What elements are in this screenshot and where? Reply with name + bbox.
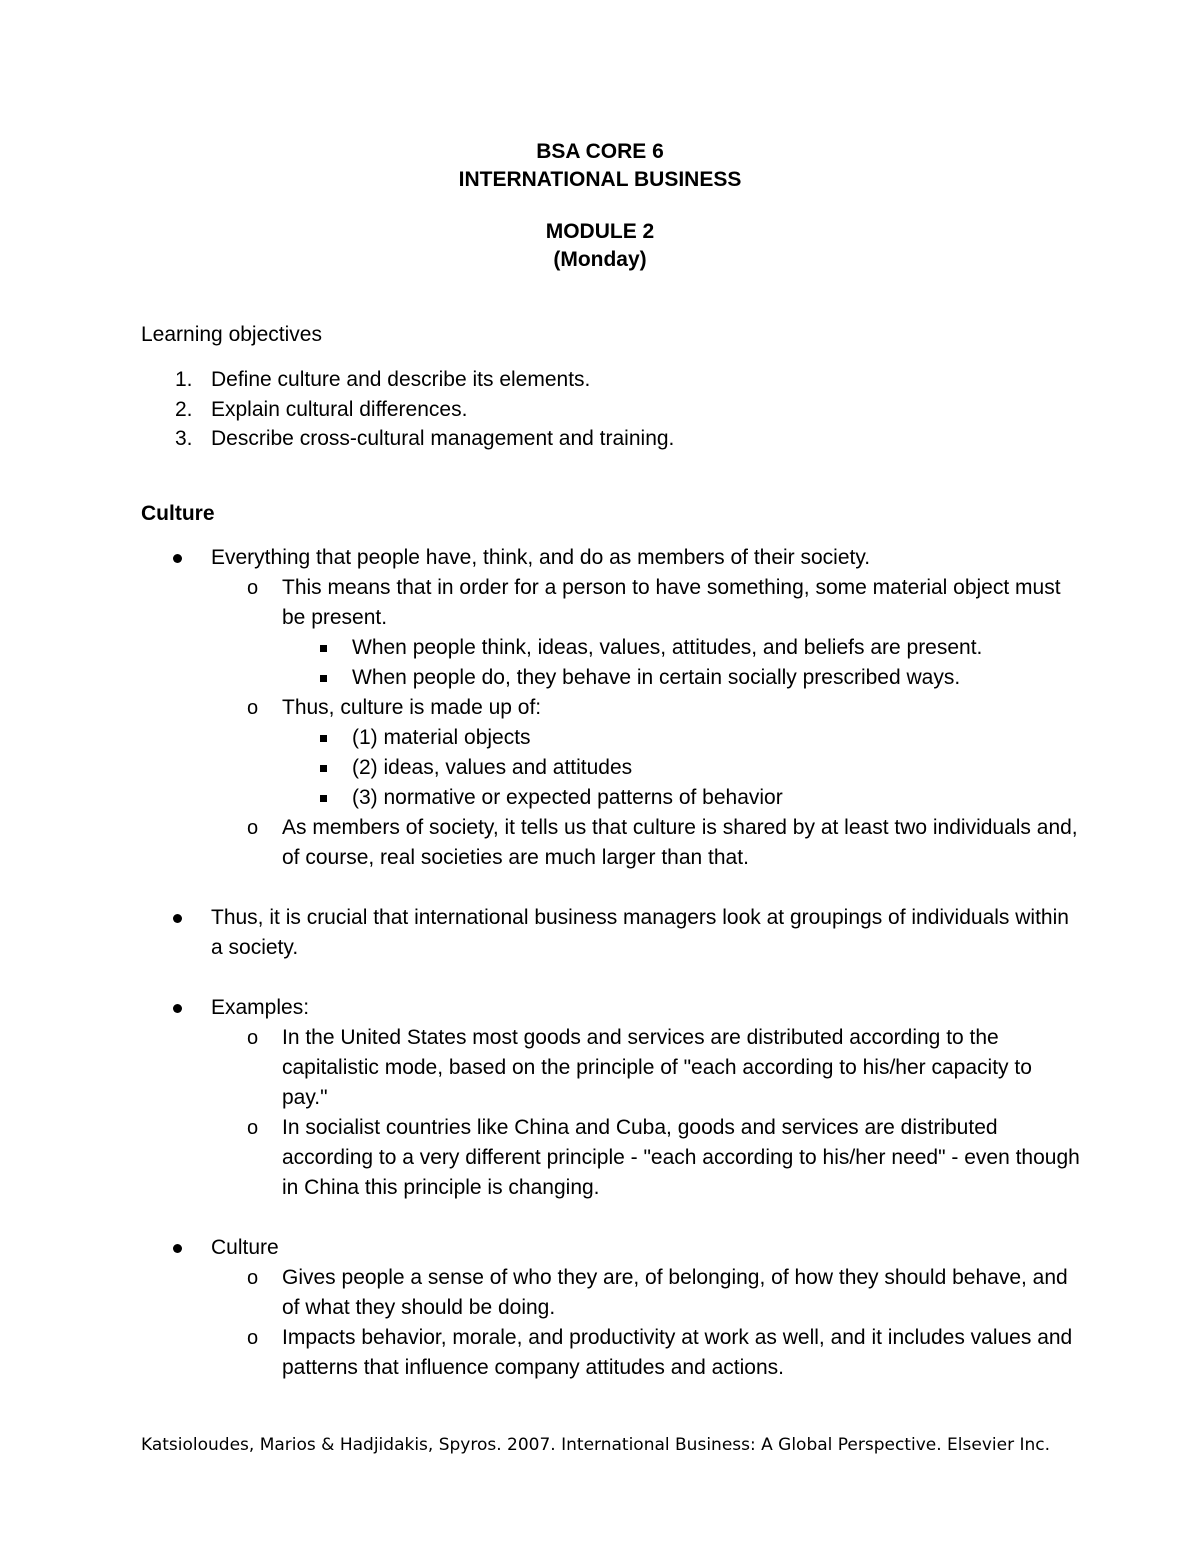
- list-item: [282, 723, 1081, 753]
- bullet-text: Examples:: [211, 995, 310, 1019]
- circle-bullet-icon: o: [247, 696, 259, 719]
- bullet-text: Gives people a sense of who they are, of belonging, of how they should behave, and of what they should be doing.: [282, 1265, 1068, 1319]
- list-item: [211, 1263, 1081, 1323]
- sub-bullet-list: [211, 1263, 1081, 1383]
- square-bullet-icon: [320, 675, 327, 682]
- list-item: [211, 1023, 1081, 1113]
- bullet-text: In socialist countries like China and Cuba, goods and services are distributed according to a very different principle - "each according to his/her need" - even though in China this principle is changing.: [282, 1115, 1080, 1199]
- objective-text: Define culture and describe its elements.: [211, 368, 591, 391]
- course-title: INTERNATIONAL BUSINESS: [458, 168, 742, 191]
- circle-bullet-icon: o: [247, 1326, 259, 1349]
- square-bullet-icon: [320, 735, 327, 742]
- list-item: [211, 1113, 1081, 1203]
- circle-bullet-icon: o: [247, 816, 259, 839]
- objective-text: Explain cultural differences.: [211, 397, 468, 421]
- bullet-text: This means that in order for a person to have something, some material object must be present.: [282, 575, 1061, 629]
- circle-bullet-icon: o: [247, 576, 259, 599]
- list-item: [282, 663, 1081, 693]
- objective-item: [141, 424, 1081, 454]
- circle-bullet-icon: o: [247, 1266, 259, 1289]
- square-bullet-icon: [320, 645, 327, 652]
- document-body: [141, 320, 1081, 1383]
- bullet-text: (1) material objects: [352, 725, 531, 749]
- list-item: [141, 993, 1081, 1203]
- objective-item: [141, 395, 1081, 425]
- objective-item: [141, 365, 1081, 395]
- square-bullet-icon: [320, 795, 327, 802]
- sub-sub-bullet-list: [282, 633, 1081, 693]
- bullet-text: (3) normative or expected patterns of behavior: [352, 785, 783, 809]
- bullet-text: As members of society, it tells us that culture is shared by at least two individuals and, of course, real societies are much larger than that.: [282, 815, 1078, 869]
- document-header: [0, 138, 1200, 274]
- list-item: [211, 1323, 1081, 1383]
- disc-bullet-icon: [173, 554, 182, 563]
- objective-number: 1.: [175, 368, 193, 391]
- sub-bullet-list: [211, 1023, 1081, 1203]
- list-item: [282, 753, 1081, 783]
- list-item: [282, 783, 1081, 813]
- objective-number: 2.: [175, 397, 193, 421]
- bullet-text: When people think, ideas, values, attitudes, and beliefs are present.: [352, 635, 983, 659]
- learning-objectives-heading: Learning objectives: [141, 323, 322, 346]
- list-item: [211, 813, 1081, 873]
- disc-bullet-icon: [173, 1244, 182, 1253]
- list-item: [211, 693, 1081, 813]
- bullet-text: Thus, it is crucial that international business managers look at groupings of individuals within a society.: [211, 905, 1069, 959]
- disc-bullet-icon: [173, 1004, 182, 1013]
- objective-text: Describe cross-cultural management and training.: [211, 427, 675, 450]
- objective-number: 3.: [175, 427, 193, 450]
- list-item: [211, 573, 1081, 693]
- list-item: [141, 903, 1081, 963]
- module-day: (Monday): [553, 248, 647, 271]
- bullet-text: Culture: [211, 1235, 279, 1259]
- course-code: BSA CORE 6: [536, 140, 664, 163]
- culture-bullet-list: [141, 543, 1081, 1383]
- list-item: [141, 543, 1081, 873]
- sub-bullet-list: [211, 573, 1081, 873]
- culture-heading: Culture: [141, 501, 215, 525]
- list-item: [282, 633, 1081, 663]
- bullet-text: When people do, they behave in certain socially prescribed ways.: [352, 665, 961, 689]
- bullet-text: Impacts behavior, morale, and productivity at work as well, and it includes values and patterns that influence company attitudes and actions.: [282, 1325, 1073, 1379]
- citation-footer: Katsioloudes, Marios & Hadjidakis, Spyros. 2007. International Business: A Global Perspective. Elsevier Inc.: [141, 1435, 1051, 1455]
- learning-objectives-list: [141, 365, 1081, 454]
- bullet-text: (2) ideas, values and attitudes: [352, 755, 633, 779]
- sub-sub-bullet-list: [282, 723, 1081, 813]
- module-title: MODULE 2: [545, 220, 655, 243]
- square-bullet-icon: [320, 765, 327, 772]
- bullet-text: Everything that people have, think, and do as members of their society.: [211, 545, 871, 569]
- circle-bullet-icon: o: [247, 1026, 259, 1049]
- circle-bullet-icon: o: [247, 1116, 259, 1139]
- disc-bullet-icon: [173, 914, 182, 923]
- list-item: [141, 1233, 1081, 1383]
- bullet-text: Thus, culture is made up of:: [282, 695, 542, 719]
- bullet-text: In the United States most goods and services are distributed according to the capitalistic mode, based on the principle of "each according to his/her capacity to pay.": [282, 1025, 1032, 1109]
